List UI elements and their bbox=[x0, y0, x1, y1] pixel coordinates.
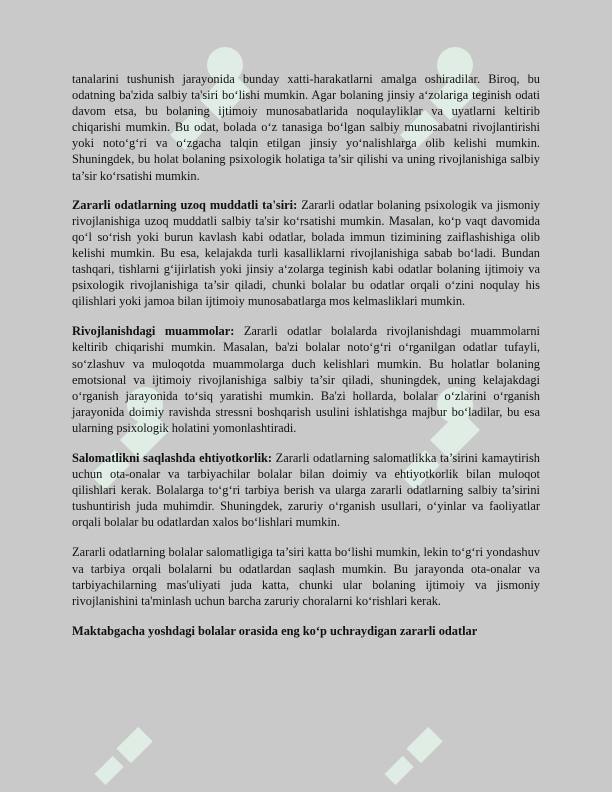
paragraph-lead: Salomatlikni saqlashda ehtiyotkorlik: bbox=[72, 450, 273, 465]
paragraph-text: Zararli odatlarning salomatlikka ta’sirini kamaytirish uchun ota-onalar va tarbiyachilar bolalar bilan doimiy va ehtiyotkorlik bilan muloqot qilishlari kerak. Bolalarga to‘g‘ri tarbiya berish va ularga zararli odatlarning salbiy ta’sirini tushuntirish juda muhimdir. Shuningdek, zaruriy o‘rganish usullari, o‘yinlar va faoliyatlar orqali bolalar bu odatlardan xalos bo‘lishlari mumkin. bbox=[72, 450, 540, 530]
paragraph-text: Zararli odatlar bolaning psixologik va jismoniy rivojlanishiga uzoq muddatli salbiy ta'sir ko‘rsatishi mumkin. Masalan, ko‘p vaqt davomida qo‘l so‘rish yoki burun kavlash kabi odatlar, bolada immun tizimining zaiflashishiga olib kelishi mumkin. Bu esa, kelajakda turli kasalliklarni rivojlanishiga sabab bo‘ladi. Bundan tashqari, tishlarni g‘ijirlatish yoki jinsiy a‘zolarga teginish kabi odatlar bolaning ijtimoiy va psixologik rivojlanishiga ta’sir qiladi, chunki bolalar bu odatlar orqali o‘zini noqulay his qilishlari yoki jamoa bilan ijtimoiy munosabatlarga mos kelmasliklari mumkin. bbox=[72, 197, 541, 309]
paragraph bbox=[72, 71, 540, 184]
section-heading: Maktabgacha yoshdagi bolalar orasida eng ko‘p uchraydigan zararli odatlar bbox=[72, 623, 478, 638]
paragraph-lead: Zararli odatlarning uzoq muddatli ta'siri: bbox=[72, 197, 298, 212]
paragraph bbox=[72, 197, 540, 310]
document-body bbox=[72, 71, 540, 653]
paragraph-text: Zararli odatlar bolalarda rivojlanishdagi muammolarni keltirib chiqarishi mumkin. Masalan, ba'zi bolalar noto‘g‘ri o‘rganilgan odatlar tufayli, so‘zlashuv va muloqotda muammolarga duch kelishlari mumkin. Bu holatlar bolaning emotsional va ijtimoiy rivojlanishiga salbiy ta’sir qiladi, shuningdek, uning kelajakdagi o‘rganish jarayonida to‘siq yaratishi mumkin. Ba'zi hollarda, bolalar o‘zlarini o‘rganish jarayonida doimiy ravishda stressni boshqarish usulini ishlatishga majbur bo‘ladilar, bu esa ularning psixologik holatini yomonlashtiradi. bbox=[72, 324, 540, 435]
paragraph-lead: Rivojlanishdagi muammolar: bbox=[72, 324, 235, 339]
watermark-logo-icon bbox=[80, 700, 160, 790]
paragraph bbox=[72, 544, 540, 608]
watermark-logo-icon bbox=[370, 700, 450, 790]
paragraph bbox=[72, 323, 540, 436]
paragraph bbox=[72, 450, 540, 530]
paragraph-text: Zararli odatlarning bolalar salomatligiga ta’siri katta bo‘lishi mumkin, lekin to‘g‘ri yondashuv va tarbiya orqali bolalarni bu odatlardan saqlash mumkin. Bu jarayonda ota-onalar va tarbiyachilarning mas'uliyati juda katta, chunki ular bolaning ijtimoiy va jismoniy rivojlanishini ta'minlash uchun barcha zaruriy choralarni ko‘rishlari kerak. bbox=[72, 545, 540, 608]
paragraph-text: tanalarini tushunish jarayonida bunday xatti-harakatlarni amalga oshiradilar. Biroq, bu odatning ba'zida salbiy ta'siri bo‘lishi mumkin. Agar bolaning jinsiy a‘zolariga teginish odati davom etsa, bu bolaning ijtimoiy munosabatlarida noqulayliklar va uyatlarni keltirib chiqarishi mumkin. Bu odat, bolada o‘z tanasiga bo‘lgan salbiy munosabatni rivojlantirishi yoki noto‘g‘ri va o‘zgacha talqin etilgan jinsiy yo‘nalishlarga olib kelishi mumkin. Shuningdek, bu holat bolaning psixologik holatiga ta’sir qilishi va uning rivojlanishiga salbiy ta’sir ko‘rsatishi mumkin. bbox=[72, 72, 540, 183]
